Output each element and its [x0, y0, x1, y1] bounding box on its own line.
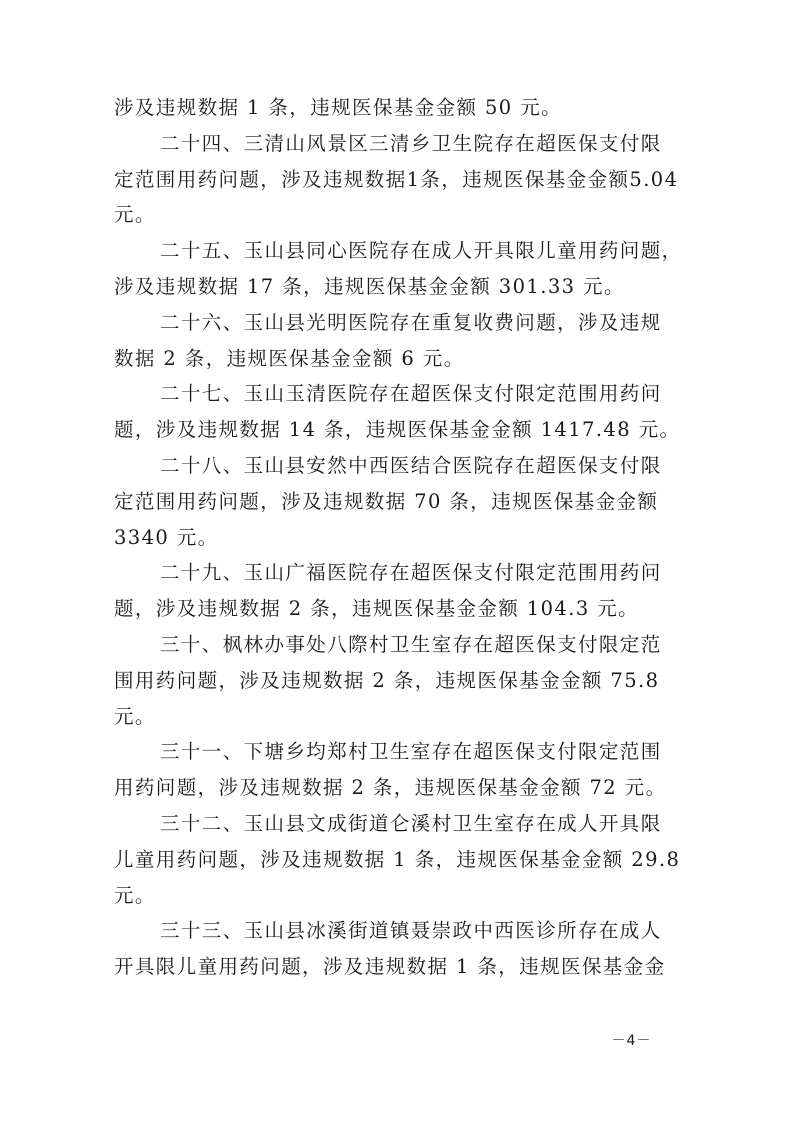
text-line: 三十一、下塘乡均郑村卫生室存在超医保支付限定范围 — [160, 740, 662, 764]
text-line: 定范围用药问题，涉及违规数据 70 条，违规医保基金金额 — [114, 489, 659, 513]
text-line: 涉及违规数据 17 条，违规医保基金金额 301.33 元。 — [114, 274, 625, 298]
text-line: 题，涉及违规数据 2 条，违规医保基金金额 104.3 元。 — [114, 597, 640, 621]
text-line: 儿童用药问题，涉及违规数据 1 条，违规医保基金金额 29.8 — [114, 847, 681, 871]
text-line: 二十七、玉山玉清医院存在超医保支付限定范围用药问 — [160, 382, 662, 406]
text-line: 元。 — [114, 203, 156, 227]
text-line: 二十四、三清山风景区三清乡卫生院存在超医保支付限 — [160, 131, 662, 155]
text-line: 用药问题，涉及违规数据 2 条，违规医保基金金额 72 元。 — [114, 776, 667, 800]
text-line: 涉及违规数据 1 条，违规医保基金金额 50 元。 — [114, 96, 563, 119]
page-number: －4－ — [611, 1033, 652, 1049]
text-line: 数据 2 条，违规医保基金金额 6 元。 — [114, 346, 465, 370]
text-line: 开具限儿童用药问题，涉及违规数据 1 条，违规医保基金金 — [114, 955, 666, 979]
text-line: 二十六、玉山县光明医院存在重复收费问题，涉及违规 — [160, 310, 662, 334]
text-line: 二十九、玉山广福医院存在超医保支付限定范围用药问 — [160, 561, 662, 585]
text-line: 三十三、玉山县冰溪街道镇聂崇政中西医诊所存在成人 — [160, 919, 662, 943]
text-line: 三十二、玉山县文成街道仑溪村卫生室存在成人开具限 — [160, 811, 662, 835]
text-line: 3340 元。 — [114, 525, 219, 549]
text-line: 元。 — [114, 883, 156, 907]
document-body — [114, 90, 684, 985]
text-line: 元。 — [114, 704, 156, 728]
text-line: 三十、枫林办事处八際村卫生室存在超医保支付限定范 — [160, 632, 662, 656]
text-line: 围用药问题，涉及违规数据 2 条，违规医保基金金额 75.8 — [114, 668, 660, 692]
text-line: 定范围用药问题，涉及违规数据1条，违规医保基金金额5.04 — [114, 167, 679, 191]
text-line: 题，涉及违规数据 14 条，违规医保基金金额 1417.48 元。 — [114, 418, 681, 442]
text-line: 二十五、玉山县同心医院存在成人开具限儿童用药问题， — [160, 239, 683, 263]
text-line: 二十八、玉山县安然中西医结合医院存在超医保支付限 — [160, 453, 662, 477]
